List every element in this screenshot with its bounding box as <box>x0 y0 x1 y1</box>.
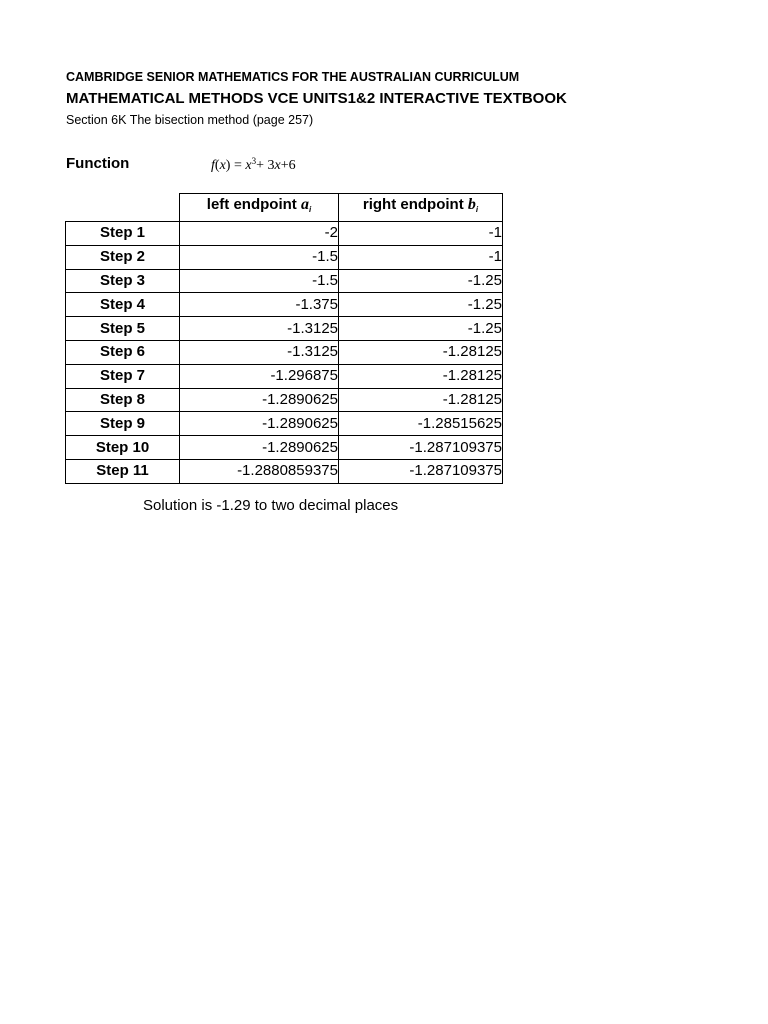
left-endpoint-cell[interactable]: -1.5 <box>180 245 339 269</box>
left-endpoint-cell[interactable]: -1.2890625 <box>180 436 339 460</box>
right-endpoint-cell[interactable]: -1.28125 <box>339 364 503 388</box>
formula-exponent: 3 <box>251 156 257 166</box>
step-label-cell[interactable]: Step 6 <box>66 340 180 364</box>
step-label-cell[interactable]: Step 9 <box>66 412 180 436</box>
section-title: Section 6K The bisection method (page 257) <box>66 113 314 127</box>
book-title: MATHEMATICAL METHODS VCE UNITS1&2 INTERACTIVE TEXTBOOK <box>66 90 567 107</box>
formula-x: x <box>219 158 226 173</box>
right-endpoint-cell[interactable]: -1.28125 <box>339 388 503 412</box>
column-header-right[interactable] <box>339 194 503 222</box>
formula-open-paren: ( <box>214 158 220 173</box>
left-endpoint-cell[interactable]: -1.296875 <box>180 364 339 388</box>
column-header-left-symbol: a <box>300 196 309 213</box>
table-row <box>66 317 503 341</box>
step-label-cell[interactable]: Step 1 <box>66 222 180 246</box>
left-endpoint-cell[interactable]: -1.3125 <box>180 340 339 364</box>
column-header-right-symbol: b <box>467 196 476 213</box>
step-label-cell[interactable]: Step 10 <box>66 436 180 460</box>
left-endpoint-cell[interactable]: -1.5 <box>180 269 339 293</box>
right-endpoint-cell[interactable]: -1 <box>339 222 503 246</box>
step-label-cell[interactable]: Step 8 <box>66 388 180 412</box>
publisher-heading: CAMBRIDGE SENIOR MATHEMATICS FOR THE AUSTRALIAN CURRICULUM <box>66 70 520 84</box>
header-blank-cell <box>66 194 180 222</box>
formula-term1: x <box>245 158 252 173</box>
table-row <box>66 269 503 293</box>
table-row <box>66 459 503 483</box>
step-label-cell[interactable]: Step 11 <box>66 459 180 483</box>
left-endpoint-cell[interactable]: -1.2890625 <box>180 388 339 412</box>
formula-op2: +6 <box>280 158 296 173</box>
left-endpoint-cell[interactable]: -2 <box>180 222 339 246</box>
table-row <box>66 340 503 364</box>
table-row <box>66 412 503 436</box>
column-header-right-subscript: i <box>475 205 479 214</box>
right-endpoint-cell[interactable]: -1 <box>339 245 503 269</box>
column-header-right-label: right endpoint <box>362 196 468 213</box>
right-endpoint-cell[interactable]: -1.25 <box>339 317 503 341</box>
right-endpoint-cell[interactable]: -1.25 <box>339 293 503 317</box>
table-row <box>66 364 503 388</box>
formula-close-paren: ) = <box>225 158 246 173</box>
left-endpoint-cell[interactable]: -1.2880859375 <box>180 459 339 483</box>
table-row <box>66 245 503 269</box>
step-label-cell[interactable]: Step 2 <box>66 245 180 269</box>
formula-f: f <box>211 158 215 173</box>
table-row <box>66 293 503 317</box>
step-label-cell[interactable]: Step 4 <box>66 293 180 317</box>
right-endpoint-cell[interactable]: -1.287109375 <box>339 436 503 460</box>
left-endpoint-cell[interactable]: -1.2890625 <box>180 412 339 436</box>
bisection-table <box>65 193 503 484</box>
left-endpoint-cell[interactable]: -1.375 <box>180 293 339 317</box>
right-endpoint-cell[interactable]: -1.287109375 <box>339 459 503 483</box>
left-endpoint-cell[interactable]: -1.3125 <box>180 317 339 341</box>
table-header-row <box>66 194 503 222</box>
formula-op1: + 3 <box>256 158 275 173</box>
right-endpoint-cell[interactable]: -1.28125 <box>339 340 503 364</box>
right-endpoint-cell[interactable]: -1.28515625 <box>339 412 503 436</box>
table-row <box>66 222 503 246</box>
function-formula <box>211 156 296 174</box>
function-label: Function <box>66 155 130 172</box>
step-label-cell[interactable]: Step 3 <box>66 269 180 293</box>
table-row <box>66 388 503 412</box>
column-header-left-subscript: i <box>308 205 312 214</box>
solution-text: Solution is -1.29 to two decimal places <box>143 497 399 514</box>
formula-term2: x <box>274 158 281 173</box>
step-label-cell[interactable]: Step 7 <box>66 364 180 388</box>
table-row <box>66 436 503 460</box>
step-label-cell[interactable]: Step 5 <box>66 317 180 341</box>
column-header-left[interactable] <box>180 194 339 222</box>
right-endpoint-cell[interactable]: -1.25 <box>339 269 503 293</box>
column-header-left-label: left endpoint <box>206 196 301 213</box>
